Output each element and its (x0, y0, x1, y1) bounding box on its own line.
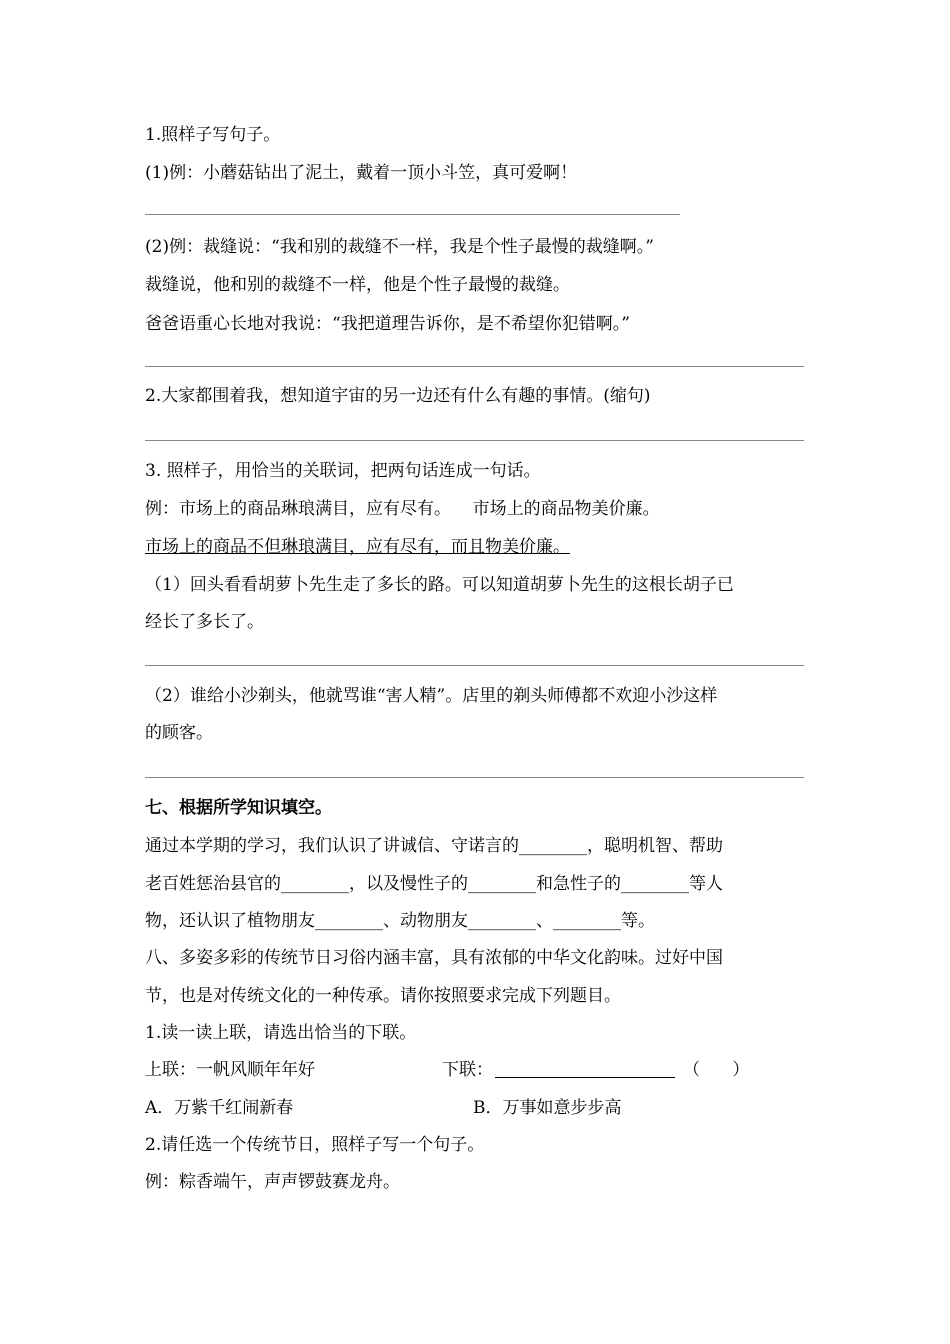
answer-line-5[interactable] (145, 777, 804, 778)
q3-item-1-line-2: 经长了多长了。 (145, 612, 264, 632)
section-8-q2: 2.请任选一个传统节日，照样子写一个句子。 (145, 1135, 485, 1155)
section-8-line-1: 八、多姿多彩的传统节日习俗内涵丰富，具有浓郁的中华文化韵味。过好中国 (145, 948, 723, 968)
upper-couplet: 上联：一帆风顺年年好 (145, 1060, 315, 1080)
q3-item-2-line-1: （2）谁给小沙剃头，他就骂谁“害人精”。店里的剃头师傅都不欢迎小沙这样 (145, 686, 718, 706)
q1-example-2-rewrite: 裁缝说，他和别的裁缝不一样，他是个性子最慢的裁缝。 (145, 275, 570, 295)
answer-line-3[interactable] (145, 440, 804, 441)
q1-task-sentence: 爸爸语重心长地对我说：“我把道理告诉你，是不希望你犯错啊。” (145, 314, 630, 334)
answer-line-2[interactable] (145, 366, 804, 367)
answer-line-4[interactable] (145, 665, 804, 666)
q3-example: 例：市场上的商品琳琅满目，应有尽有。 市场上的商品物美价廉。 (145, 499, 660, 519)
q1-example-1: (1)例：小蘑菇钻出了泥土，戴着一顶小斗笠，真可爱啊！ (145, 163, 578, 183)
q1-example-2: (2)例：裁缝说：“我和别的裁缝不一样，我是个性子最慢的裁缝啊。” (145, 237, 654, 257)
lower-couplet-field (442, 1059, 675, 1081)
lower-couplet-label: 下联： (442, 1060, 493, 1080)
answer-parentheses[interactable]: （ ） (683, 1060, 750, 1080)
section-7-line-3: 物，还认识了植物朋友________、动物朋友________、________等。 (145, 911, 655, 931)
q3-item-1-line-1: （1）回头看看胡萝卜先生走了多长的路。可以知道胡萝卜先生的这根长胡子已 (145, 575, 734, 595)
q3-example-answer: 市场上的商品不但琳琅满目，应有尽有，而且物美价廉。 (145, 537, 570, 557)
section-7-line-2: 老百姓惩治县官的________，以及慢性子的________和急性子的________等人 (145, 874, 723, 894)
section-8-example: 例：粽香端午，声声锣鼓赛龙舟。 (145, 1172, 400, 1192)
section-7-heading: 七、根据所学知识填空。 (145, 798, 332, 818)
q1-title: 1.照样子写句子。 (145, 125, 281, 145)
option-b: B．万事如意步步高 (473, 1098, 622, 1118)
lower-couplet-blank[interactable] (495, 1061, 675, 1078)
option-a: A．万紫千红闹新春 (145, 1098, 294, 1118)
answer-line-1[interactable] (145, 214, 680, 215)
q3-title: 3. 照样子，用恰当的关联词，把两句话连成一句话。 (145, 461, 541, 481)
section-7-line-1: 通过本学期的学习，我们认识了讲诚信、守诺言的________，聪明机智、帮助 (145, 836, 723, 856)
q2-title: 2.大家都围着我，想知道宇宙的另一边还有什么有趣的事情。(缩句) (145, 386, 651, 406)
section-8-q1: 1.读一读上联，请选出恰当的下联。 (145, 1023, 417, 1043)
q3-item-2-line-2: 的顾客。 (145, 723, 213, 743)
section-8-line-2: 节，也是对传统文化的一种传承。请你按照要求完成下列题目。 (145, 986, 621, 1006)
